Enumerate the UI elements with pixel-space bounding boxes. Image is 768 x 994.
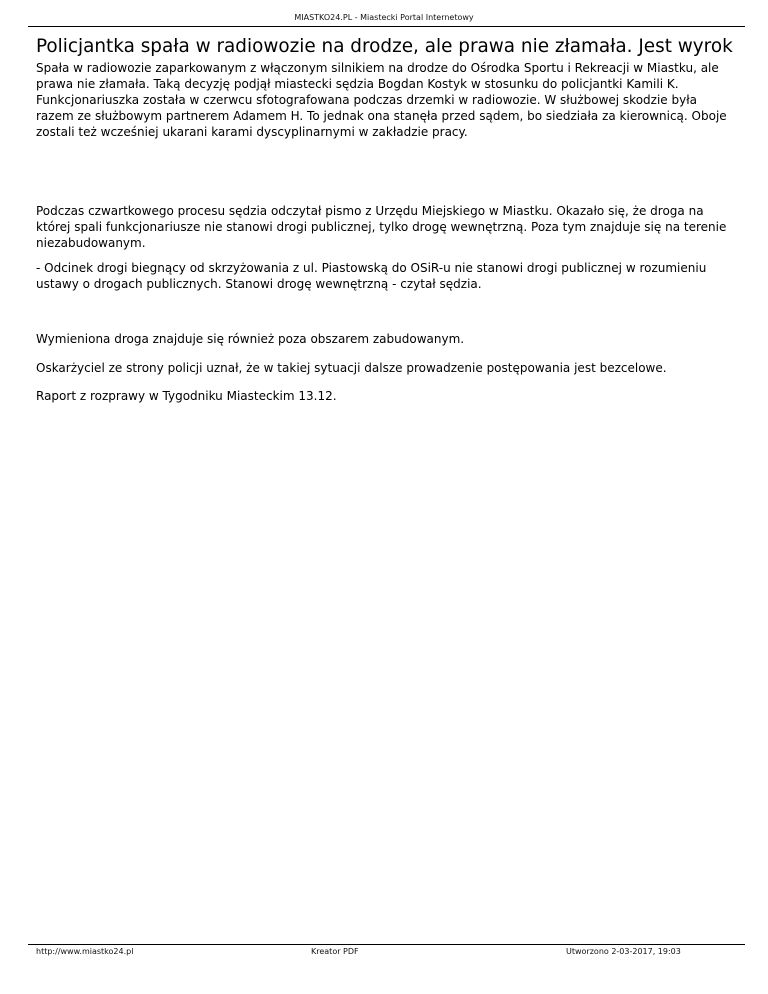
article-paragraph-3: - Odcinek drogi biegnący od skrzyżowania z ul. Piastowską do OSiR-u nie stanowi drogi publicznej w rozumieniu ustawy o drogach publicznych. Stanowi drogę wewnętrzną - czytał sędzia.	[36, 261, 707, 291]
article-paragraph-4: Wymieniona droga znajduje się również poza obszarem zabudowanym.	[36, 332, 465, 346]
footer-url-link[interactable]: http://www.miastko24.pl	[36, 947, 134, 956]
article-title: Policjantka spała w radiowozie na drodze, ale prawa nie złamała. Jest wyrok	[36, 36, 733, 57]
article-paragraph-5: Oskarżyciel ze strony policji uznał, że w takiej sytuacji dalsze prowadzenie postępowania jest bezcelowe.	[36, 361, 667, 375]
article-paragraph-6: Raport z rozprawy w Tygodniku Miasteckim 13.12.	[36, 389, 337, 403]
article-paragraph-1: Spała w radiowozie zaparkowanym z włączonym silnikiem na drodze do Ośrodka Sportu i Rekreacji w Miastku, ale prawa nie złamała. Taką decyzję podjął miastecki sędzia Bogdan Kostyk w stosunku do policjantki Kamili K. Funkcjonariuszka została w czerwcu sfotografowana podczas drzemki w radiowozie. W służbowej skodzie była razem ze służbowym partnerem Adamem H. To jednak ona stanęła przed sądem, bo siedziała za kierownicą. Oboje zostali też wcześniej ukarani karami dyscyplinarnymi w zakładzie pracy.	[36, 61, 727, 139]
footer-divider	[28, 944, 745, 945]
site-header: MIASTKO24.PL - Miastecki Portal Internetowy	[294, 13, 474, 22]
footer-generator: Kreator PDF	[311, 947, 359, 956]
footer-created-date: Utworzono 2-03-2017, 19:03	[566, 947, 681, 956]
article-paragraph-2: Podczas czwartkowego procesu sędzia odczytał pismo z Urzędu Miejskiego w Miastku. Okazało się, że droga na której spali funkcjonariusze nie stanowi drogi publicznej, tylko drogę wewnętrzną. Poza tym znajduje się na terenie niezabudowanym.	[36, 204, 727, 250]
header-divider	[28, 26, 745, 27]
